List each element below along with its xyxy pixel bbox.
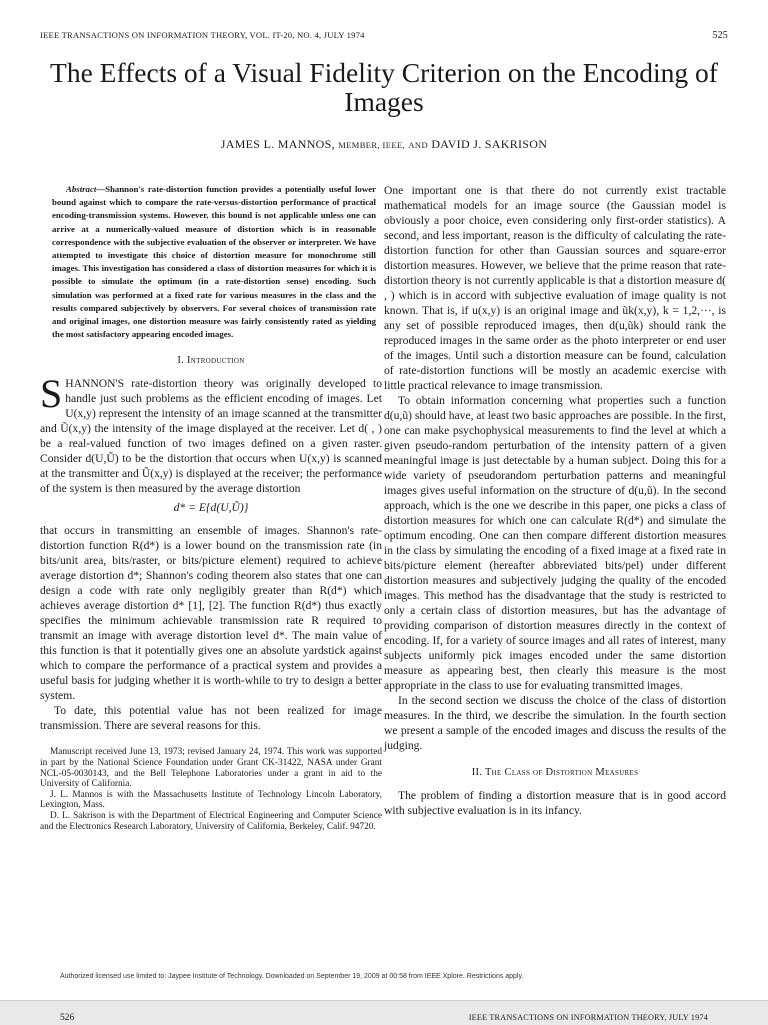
footnote-mannos: J. L. Mannos is with the Massachusetts Institute of Technology Lincoln Laboratory, Lexington, Mass. [40,789,382,811]
intro-paragraph-1 [40,371,382,496]
right-column [384,183,726,818]
footnotes [40,747,382,832]
next-page-running-head: IEEE TRANSACTIONS ON INFORMATION THEORY, JULY 1974 [468,1013,708,1022]
left-column [40,183,382,832]
footnote-sakrison: D. L. Sakrison is with the Department of Electrical Engineering and Computer Science and the Electronics Research Laboratory, University of California, Berkeley, Calif. 94720. [40,811,382,832]
running-head [40,30,728,41]
license-notice: Authorized licensed use limited to: Jaypee Institute of Technology. Downloaded on September 19, 2009 at 00:58 from IEEE Xplore. Restrictions apply. [60,973,524,980]
right-paragraph-2: To obtain information concerning what properties such a function d(u,ũ) should have, at least two basic approaches are possible. In the first, one can make psychophysical measurements to find the level at which a given pseudo-random perturbation of the intensity pattern of a given meaningful image is just detectable by a human subject. Doing this for a wide variety of pseudorandom perturbation patterns and meaningful images gives useful information on the structure of d(u,ũ). In the second approach, which is the one we describe in this paper, one picks a class of distortion measures for which one can calculate R(d*) and simulate the optimum encoding. One can then compare different distortion measures in the class by simulating the encoding of a fixed image at a fixed rate in bits/picture element (hereafter abbreviated bits/pel) under different distortion measures and subjectively judging the quality of the encoded images. This method has the disadvantage that the study is restricted to only a certain class of distortion measures, but has the advantage of providing comparison of distortion measures directly in the context of encoding. If, for a variety of source images and all rates of interest, many subjects uniformly pick images encoded under the same distortion measure as appearing best, then clearly this measure is the most appropriate in the class to use for evaluating transmitted images. [384,394,726,692]
abstract [40,183,382,341]
author-line [40,137,728,152]
abstract-label: Abstract [66,184,97,194]
author-conjunction: AND [408,140,428,150]
page-number: 525 [712,30,728,41]
next-page-number: 526 [60,1013,75,1023]
section-heading-distortion-measures: II. The Class of Distortion Measures [471,767,639,778]
intro-paragraph-2: that occurs in transmitting an ensemble of images. Shannon's rate-distortion function R(d*) is a lower bound on the transmission rate (in bits/unit area, bits/raster, or bits/picture element) required to achieve average distortion d*; Shannon's coding theorem also states that one can design a code with rate only negligibly greater than R(d*) which achieves average distortion d* [1], [2]. The function R(d*) thus exactly specifies the minimum achievable transmission rate R required to transmit an image with average distortion level d*. The main value of this function is that it potentially gives one an absolute yardstick against which to compare the performance of a practical system and provides a useful basis for judging whether it is worth-while to try to design a better system. [40,524,382,703]
author-sakrison: DAVID J. SAKRISON [431,137,548,151]
footnote-manuscript: Manuscript received June 13, 1973; revised January 24, 1974. This work was supported in part by the National Science Foundation under Grant CK-31422, NASA under Grant NCL-05-0030143, and the Bell Telephone Laboratories under a grant in aid to the University of California. [40,747,382,790]
journal-header: IEEE TRANSACTIONS ON INFORMATION THEORY, VOL. IT-20, NO. 4, JULY 1974 [40,30,365,40]
abstract-text: —Shannon's rate-distortion function provides a potentially useful lower bound against which to compare the rate-versus-distortion performance of practical encoding-transmission systems. However, this bound is not applicable unless one can arrive at a numerically-valued measure of distortion which is in reasonable correspondence with the subjective evaluation of the observer or interpreter. We have attempted to investigate this choice of distortion measure for monochrome still images. This investigation has considered a class of distortion measures for which it is possible to simulate the optimum (in a rate-distortion sense) encoding. Such simulation was performed at a fixed rate for various measures in the class and the results compared subjectively by observers. For several choices of transmission rate and original images, one distortion measure was fairly consistently rated as yielding the most satisfactory appearing encoded images. [52,184,376,340]
right-paragraph-4: The problem of finding a distortion measure that is in good accord with subjective evaluation is in its infancy. [384,789,726,817]
equation-average-distortion: d* = E{d(U,Ũ)} [173,501,249,515]
intro-paragraph-1-text: HANNON'S rate-distortion theory was originally developed to handle just such problems as the efficient encoding of images. Let U(x,y) represent the intensity of an image scanned at the transmitter and Ũ(x,y) the intensity of the image displayed at the receiver. Let d( , ) be a real-valued function of two images defined on a given raster. Consider d(U,Ũ) to be the distortion that occurs when U(x,y) is scanned at the transmitter and Ũ(x,y) is displayed at the receiver; the performance of the system is then measured by the average distortion [40,377,382,496]
paper-title: The Effects of a Visual Fidelity Criterion on the Encoding of Images [50,57,718,117]
member-affiliation: MEMBER, IEEE, [338,140,406,150]
author-mannos: JAMES L. MANNOS, [220,137,335,151]
right-paragraph-1: One important one is that there do not currently exist tractable mathematical models for an image source (the Gaussian model is obviously a poor choice, even considering only first-order statistics). A second, and less important, reason is the difficulty of calculating the rate-distortion function for other than Gaussian sources and square-error distortion measures. However, we believe that the prime reason that rate-distortion theory is not currently applicable is that a distortion measure d( , ) which is in accord with subjective evaluation of image quality is not known. That is, if u(x,y) is an original image and ũk(x,y), k = 1,2,···, is any set of possible reproduced images, then d(u,ũk) should rank the reproduced images in the same order as the photo interpreter or end user of the images. Until such a distortion measure can be found, calculation of rate-distortion functions will be mostly an academic exercise with little practical relevance to image transmission. [384,184,726,392]
right-paragraph-3: In the second section we discuss the choice of the class of distortion measures. In the third, we describe the simulation. In the fourth section we present a sample of the encoded images and discuss the results of the judging. [384,694,726,752]
drop-cap: S [40,371,63,417]
section-heading-introduction: I. Introduction [177,355,245,367]
next-page-strip [0,1000,768,1025]
intro-paragraph-3: To date, this potential value has not been realized for image transmission. There are several reasons for this. [40,704,382,733]
